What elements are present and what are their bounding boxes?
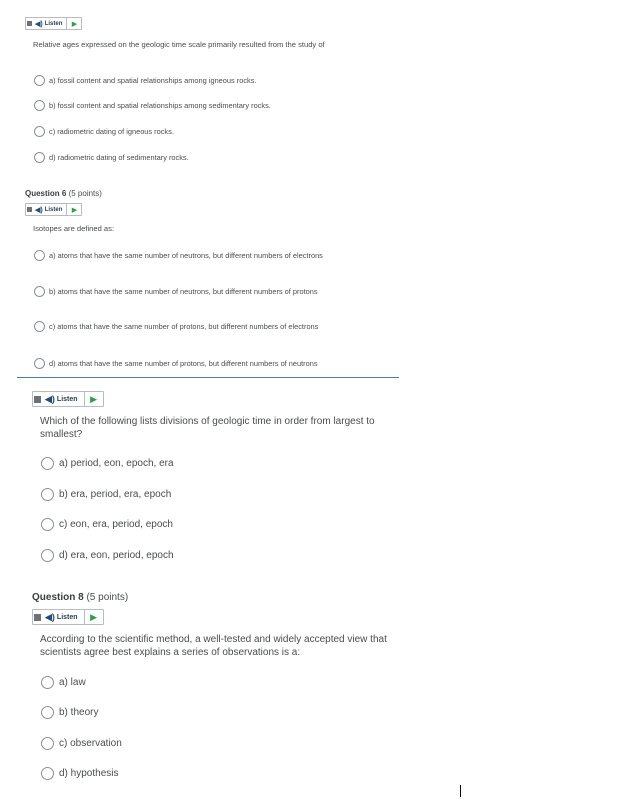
question-8-text: According to the scientific method, a well-tested and widely accepted view that scientists agree best explains a series of observations is a: <box>40 634 387 658</box>
play-icon[interactable]: ▶ <box>90 611 97 622</box>
listen-label: Listen <box>56 613 78 621</box>
q8-option-c[interactable]: c) observation <box>41 738 339 750</box>
q8-option-b[interactable]: b) theory <box>41 707 339 719</box>
radio-button[interactable] <box>34 75 45 86</box>
listen-label: Listen <box>44 20 63 27</box>
q8-option-d[interactable]: d) hypothesis <box>41 768 339 780</box>
play-icon[interactable]: ▶ <box>71 206 78 214</box>
q7-option-c[interactable]: c) eon, era, period, epoch <box>41 519 339 531</box>
radio-button[interactable] <box>41 518 54 531</box>
text-cursor <box>460 785 461 797</box>
play-icon[interactable]: ▶ <box>71 20 78 28</box>
q6-option-c[interactable]: c) atoms that have the same number of protons, but different numbers of electrons <box>34 322 329 332</box>
listen-label: Listen <box>44 206 63 213</box>
radio-button[interactable] <box>34 100 45 111</box>
radio-button[interactable] <box>41 706 54 719</box>
radio-button[interactable] <box>41 457 54 470</box>
speaker-icon: ◀) <box>35 20 43 28</box>
question-5-text: Relative ages expressed on the geologic time scale primarily resulted from the study of <box>33 40 325 49</box>
listen-label: Listen <box>56 395 78 403</box>
radio-button[interactable] <box>34 358 45 369</box>
radio-button[interactable] <box>41 737 54 750</box>
speaker-icon: ◀) <box>45 393 55 404</box>
section-divider <box>17 377 399 378</box>
menu-icon <box>27 21 32 26</box>
q5-option-c[interactable]: c) radiometric dating of igneous rocks. <box>34 127 329 137</box>
menu-icon <box>34 396 41 403</box>
question-6-text: Isotopes are defined as: <box>33 224 115 233</box>
radio-button[interactable] <box>41 488 54 501</box>
q7-option-b[interactable]: b) era, period, era, epoch <box>41 489 339 501</box>
listen-button-q5[interactable] <box>25 17 82 30</box>
q5-option-d[interactable]: d) radiometric dating of sedimentary rocks. <box>34 153 329 163</box>
speaker-icon: ◀) <box>35 206 43 214</box>
question-6-header: Question 6 (5 points) <box>25 189 102 198</box>
radio-button[interactable] <box>34 152 45 163</box>
q5-option-a[interactable]: a) fossil content and spatial relationships among igneous rocks. <box>34 76 329 86</box>
radio-button[interactable] <box>34 321 45 332</box>
q6-option-d[interactable]: d) atoms that have the same number of protons, but different numbers of neutrons <box>34 359 329 369</box>
radio-button[interactable] <box>34 126 45 137</box>
q8-option-a[interactable]: a) law <box>41 677 339 689</box>
speaker-icon: ◀) <box>45 611 55 622</box>
listen-button-q8[interactable] <box>32 609 104 625</box>
q7-option-d[interactable]: d) era, eon, period, epoch <box>41 550 339 562</box>
q7-option-a[interactable]: a) period, eon, epoch, era <box>41 458 339 470</box>
radio-button[interactable] <box>41 549 54 562</box>
menu-icon <box>27 207 32 212</box>
q6-option-b[interactable]: b) atoms that have the same number of neutrons, but different numbers of protons <box>34 287 329 297</box>
radio-button[interactable] <box>41 676 54 689</box>
listen-button-q6[interactable] <box>25 203 82 216</box>
q6-option-a[interactable]: a) atoms that have the same number of neutrons, but different numbers of electrons <box>34 251 329 261</box>
q5-option-b[interactable]: b) fossil content and spatial relationships among sedimentary rocks. <box>34 101 329 111</box>
question-7-text: Which of the following lists divisions of geologic time in order from largest to smallest? <box>40 416 375 440</box>
radio-button[interactable] <box>34 250 45 261</box>
radio-button[interactable] <box>34 286 45 297</box>
radio-button[interactable] <box>41 767 54 780</box>
menu-icon <box>34 614 41 621</box>
question-8-header: Question 8 (5 points) <box>32 592 129 603</box>
play-icon[interactable]: ▶ <box>90 393 97 404</box>
listen-button-q7[interactable] <box>32 391 104 407</box>
